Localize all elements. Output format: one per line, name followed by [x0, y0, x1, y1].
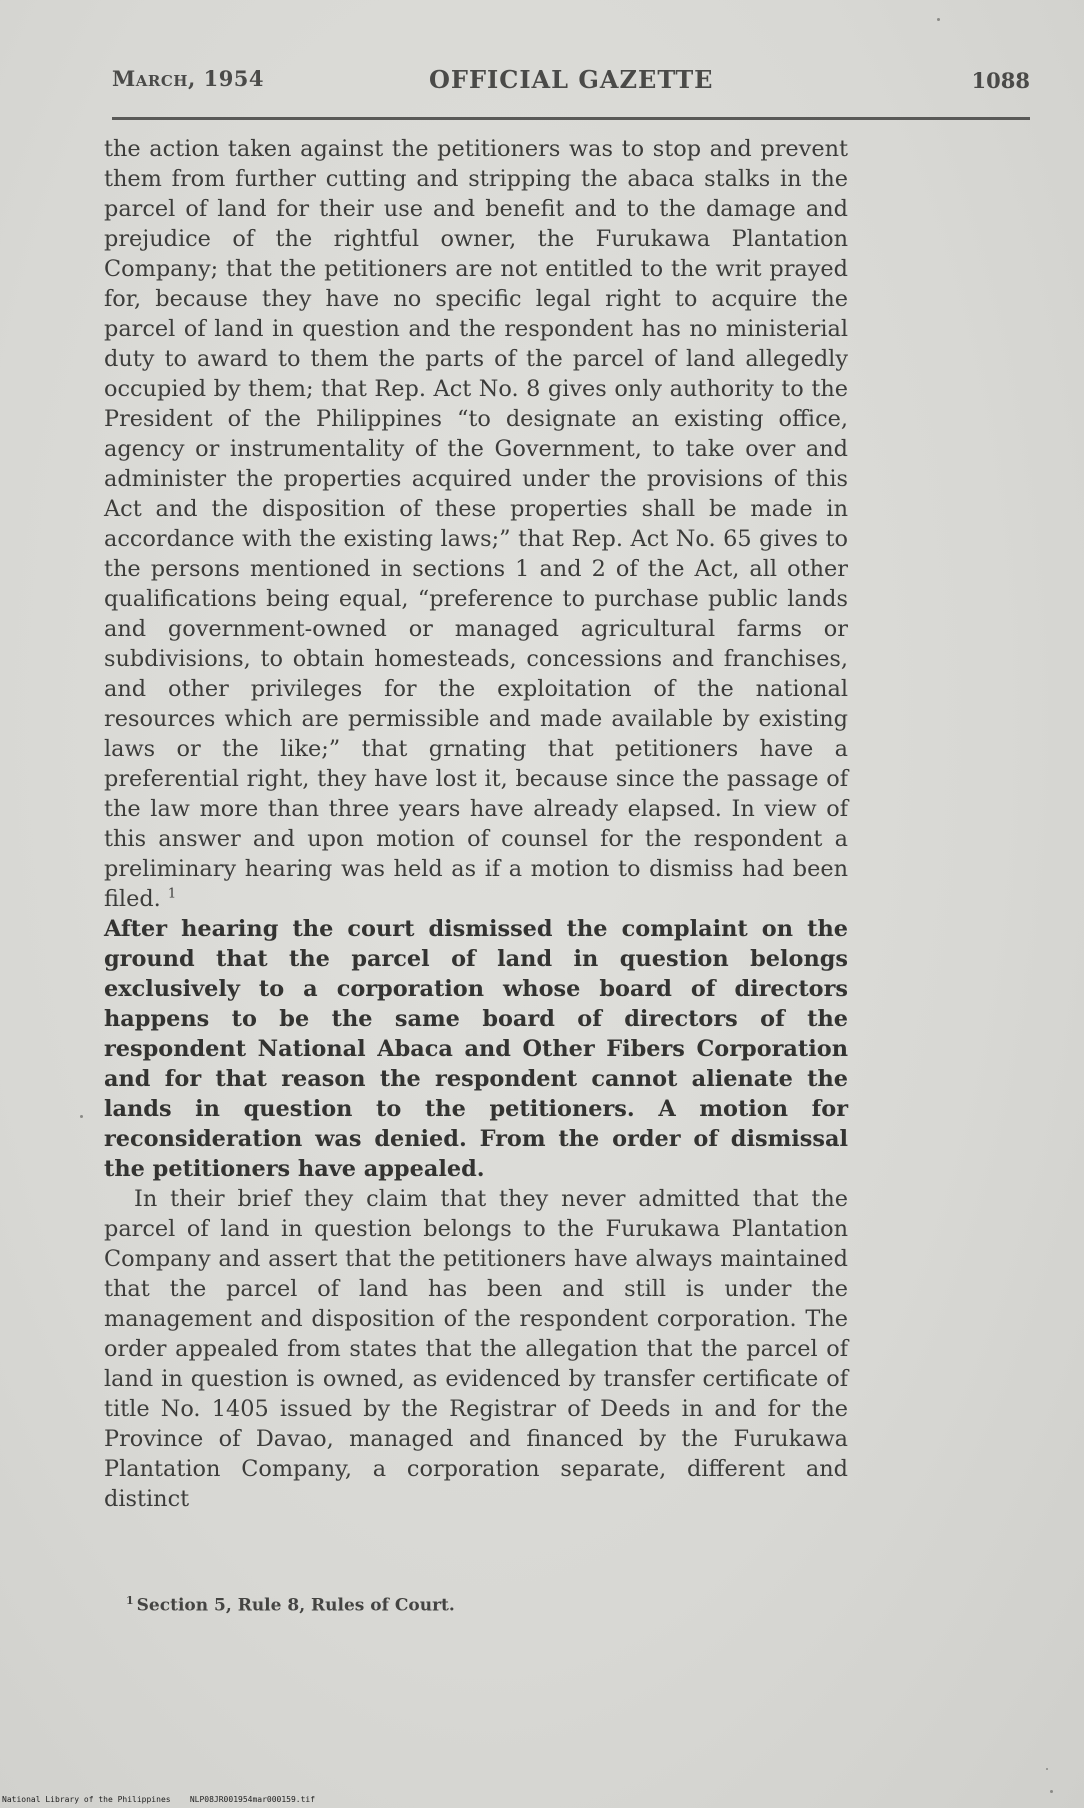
header-rule — [112, 117, 1030, 120]
paragraph-1-text: the action taken against the petitioners was to stop and prevent them from further cutting and stripping the abaca stalks in the parcel of land for their use and benefit and to the damage and prejudice of the rightful owner, the Furukawa Plantation Company; that the petitioners are not entitled to the writ prayed for, because they have no specific legal right to acquire the parcel of land in question and the respondent has no ministerial duty to award to them the parts of the parcel of land allegedly occupied by them; that Rep. Act No. 8 gives only authority to the President of the Philippines “to designate an existing office, agency or instrumentality of the Government, to take over and administer the properties acquired under the provisions of this Act and the disposition of these properties shall be made in accordance with the existing laws;” that Rep. Act No. 65 gives to the persons mentioned in sections 1 and 2 of the Act, all other qualifications being equal, “preference to purchase public lands and government-owned or managed agricultural farms or subdivisions, to obtain homesteads, concessions and franchises, and other privileges for the exploitation of the national resources which are permissible and made available by existing laws or the like;” that grnating that petitioners have a preferential right, they have lost it, because since the passage of the law more than three years have already elapsed. In view of this answer and upon motion of counsel for the respondent a preliminary hearing was held as if a motion to dismiss had been filed. — [104, 136, 848, 912]
header-page-number: 1088 — [971, 68, 1030, 93]
paragraph-1 — [104, 134, 848, 914]
footnote — [126, 1594, 455, 1616]
paragraph-3: In their brief they claim that they never admitted that the parcel of land in question belongs to the Furukawa Plantation Company and assert that the petitioners have always maintained that the parcel of land has been and still is under the management and disposition of the respondent corporation. The order appealed from states that the allegation that the parcel of land in question is owned, as evidenced by transfer certificate of title No. 1405 issued by the Registrar of Deeds in and for the Province of Davao, managed and financed by the Furukawa Plantation Company, a corporation separate, different and distinct — [104, 1186, 848, 1512]
scan-speck — [1050, 1790, 1053, 1793]
footnote-text: Section 5, Rule 8, Rules of Court. — [136, 1595, 455, 1616]
header-publication-title: OFFICIAL GAZETTE — [429, 65, 714, 94]
scan-caption: National Library of the Philippines NLP08JR001954mar000159.tif — [2, 1795, 316, 1804]
paragraph-2: After hearing the court dismissed the complaint on the ground that the parcel of land in question belongs exclusively to a corporation whose board of directors happens to be the same board of directors of the respondent National Abaca and Other Fibers Corporation and for that reason the respondent cannot alienate the lands in question to the petitioners. A motion for reconsideration was denied. From the order of dismissal the petitioners have appealed. — [104, 916, 848, 1182]
footnote-mark: 1 — [126, 1594, 134, 1607]
page-header — [112, 66, 1030, 106]
footnote-reference: 1 — [167, 886, 177, 902]
scan-speck — [1046, 1768, 1048, 1770]
scan-speck — [937, 18, 940, 21]
scan-speck — [80, 1115, 83, 1118]
header-date: March, 1954 — [112, 66, 265, 91]
body-text — [104, 134, 848, 1514]
